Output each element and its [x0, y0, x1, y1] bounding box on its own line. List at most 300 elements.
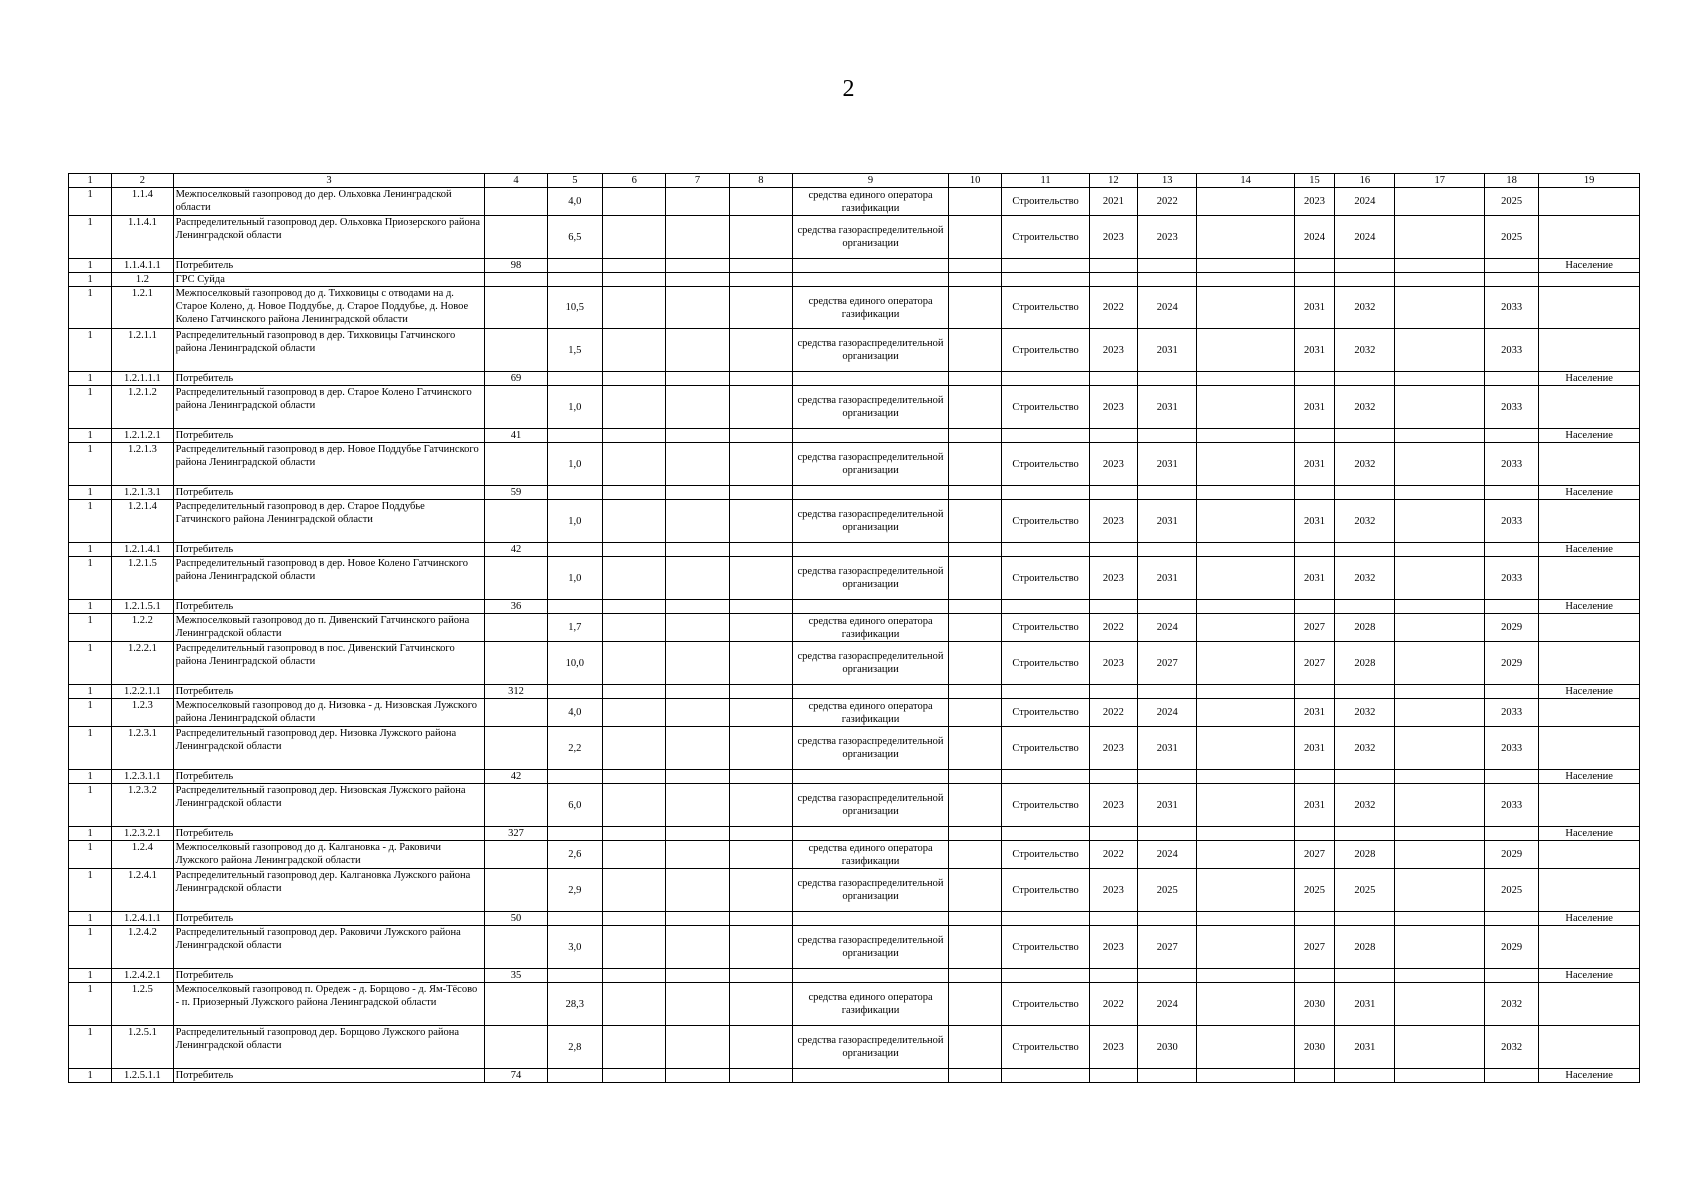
name-cell: Потребитель — [173, 912, 485, 926]
consumer-type-cell: Население — [1539, 372, 1640, 386]
empty-cell — [603, 287, 666, 329]
empty-cell — [948, 1026, 1001, 1069]
consumer-type-cell: Население — [1539, 770, 1640, 784]
year-cell — [1294, 969, 1334, 983]
year-cell: 2032 — [1335, 443, 1395, 486]
year-cell: 2032 — [1335, 287, 1395, 329]
empty-cell — [1395, 543, 1485, 557]
name-cell: Распределительный газопровод в пос. Дивенский Гатчинского района Ленинградской области — [173, 642, 485, 685]
year-cell: 2023 — [1089, 642, 1137, 685]
year-cell: 2023 — [1089, 443, 1137, 486]
empty-cell — [948, 727, 1001, 770]
empty-cell — [603, 869, 666, 912]
code-cell: 1.2.5.1.1 — [112, 1069, 173, 1083]
year-cell — [1138, 543, 1197, 557]
year-cell — [1484, 273, 1538, 287]
work-type-cell — [1002, 770, 1090, 784]
year-cell — [1089, 912, 1137, 926]
code-cell: 1.1.4 — [112, 188, 173, 216]
code-cell: 1.2.5.1 — [112, 1026, 173, 1069]
name-cell: Потребитель — [173, 372, 485, 386]
funding-source-cell — [793, 429, 949, 443]
col-1-cell: 1 — [69, 784, 112, 827]
empty-cell — [666, 841, 729, 869]
work-type-cell — [1002, 827, 1090, 841]
empty-cell — [1197, 699, 1295, 727]
code-cell: 1.2.3 — [112, 699, 173, 727]
year-cell — [1335, 770, 1395, 784]
work-type-cell: Строительство — [1002, 784, 1090, 827]
year-cell — [1294, 273, 1334, 287]
name-cell: Потребитель — [173, 600, 485, 614]
col-1-cell: 1 — [69, 372, 112, 386]
column-header: 7 — [666, 174, 729, 188]
work-type-cell: Строительство — [1002, 1026, 1090, 1069]
empty-cell — [666, 784, 729, 827]
consumer-count-cell — [485, 188, 547, 216]
consumer-count-cell — [485, 287, 547, 329]
empty-cell — [1197, 869, 1295, 912]
year-cell — [1138, 770, 1197, 784]
empty-cell — [948, 770, 1001, 784]
year-cell: 2022 — [1089, 983, 1137, 1026]
col-1-cell: 1 — [69, 429, 112, 443]
empty-cell — [729, 543, 792, 557]
empty-cell — [666, 727, 729, 770]
name-cell: Потребитель — [173, 969, 485, 983]
empty-cell — [948, 273, 1001, 287]
empty-cell — [603, 216, 666, 259]
code-cell: 1.2.2.1 — [112, 642, 173, 685]
name-cell: Распределительный газопровод в дер. Старое Колено Гатчинского района Ленинградской области — [173, 386, 485, 429]
empty-cell — [948, 188, 1001, 216]
consumer-count-cell — [485, 1026, 547, 1069]
empty-cell — [1197, 1026, 1295, 1069]
year-cell: 2028 — [1335, 642, 1395, 685]
empty-cell — [1395, 1069, 1485, 1083]
consumer-count-cell — [485, 216, 547, 259]
work-type-cell: Строительство — [1002, 869, 1090, 912]
name-cell: Межпоселковый газопровод до д. Калгановка - д. Раковичи Лужского района Ленинградской области — [173, 841, 485, 869]
empty-cell — [666, 969, 729, 983]
work-type-cell: Строительство — [1002, 500, 1090, 543]
year-cell: 2031 — [1294, 500, 1334, 543]
empty-cell — [1197, 329, 1295, 372]
consumer-type-cell — [1539, 386, 1640, 429]
consumer-count-cell — [485, 500, 547, 543]
year-cell: 2033 — [1484, 727, 1538, 770]
funding-source-cell: средства газораспределительной организации — [793, 386, 949, 429]
empty-cell — [1197, 386, 1295, 429]
funding-source-cell — [793, 827, 949, 841]
empty-cell — [729, 287, 792, 329]
empty-cell — [666, 827, 729, 841]
empty-cell — [948, 912, 1001, 926]
empty-cell — [1197, 926, 1295, 969]
code-cell: 1.2.2.1.1 — [112, 685, 173, 699]
year-cell: 2031 — [1294, 727, 1334, 770]
consumer-type-cell — [1539, 443, 1640, 486]
consumer-type-cell — [1539, 500, 1640, 543]
column-header: 1 — [69, 174, 112, 188]
name-cell: Потребитель — [173, 259, 485, 273]
consumer-row — [69, 372, 1640, 386]
year-cell: 2024 — [1335, 188, 1395, 216]
year-cell: 2023 — [1089, 216, 1137, 259]
length-cell: 10,0 — [547, 642, 602, 685]
code-cell: 1.2.4.2.1 — [112, 969, 173, 983]
consumer-count-cell — [485, 699, 547, 727]
funding-source-cell: средства единого оператора газификации — [793, 983, 949, 1026]
year-cell — [1089, 827, 1137, 841]
code-cell: 1.2.1.3.1 — [112, 486, 173, 500]
empty-cell — [1395, 259, 1485, 273]
work-type-cell: Строительство — [1002, 329, 1090, 372]
empty-cell — [666, 273, 729, 287]
year-cell: 2030 — [1138, 1026, 1197, 1069]
year-cell: 2024 — [1138, 983, 1197, 1026]
empty-cell — [948, 329, 1001, 372]
consumer-count-cell — [485, 329, 547, 372]
consumer-count-cell: 327 — [485, 827, 547, 841]
year-cell: 2033 — [1484, 386, 1538, 429]
consumer-type-cell — [1539, 329, 1640, 372]
empty-cell — [666, 869, 729, 912]
consumer-count-cell — [485, 841, 547, 869]
name-cell: Распределительный газопровод в дер. Тихковицы Гатчинского района Ленинградской области — [173, 329, 485, 372]
year-cell — [1294, 429, 1334, 443]
year-cell: 2032 — [1335, 329, 1395, 372]
name-cell: Распределительный газопровод дер. Калгановка Лужского района Ленинградской области — [173, 869, 485, 912]
empty-cell — [1197, 443, 1295, 486]
pipeline-row — [69, 699, 1640, 727]
funding-source-cell — [793, 770, 949, 784]
empty-cell — [1197, 216, 1295, 259]
empty-cell — [729, 642, 792, 685]
year-cell: 2033 — [1484, 784, 1538, 827]
column-header: 17 — [1395, 174, 1485, 188]
empty-cell — [1197, 259, 1295, 273]
empty-cell — [948, 926, 1001, 969]
funding-source-cell: средства газораспределительной организации — [793, 443, 949, 486]
code-cell: 1.2.3.2 — [112, 784, 173, 827]
year-cell — [1089, 969, 1137, 983]
year-cell — [1335, 912, 1395, 926]
empty-cell — [1395, 827, 1485, 841]
col-1-cell: 1 — [69, 543, 112, 557]
empty-cell — [666, 614, 729, 642]
column-header: 8 — [729, 174, 792, 188]
empty-cell — [1197, 614, 1295, 642]
work-type-cell — [1002, 273, 1090, 287]
year-cell — [1484, 969, 1538, 983]
empty-cell — [1395, 770, 1485, 784]
empty-cell — [603, 614, 666, 642]
empty-cell — [603, 912, 666, 926]
funding-source-cell: средства газораспределительной организации — [793, 216, 949, 259]
work-type-cell: Строительство — [1002, 386, 1090, 429]
year-cell — [1335, 685, 1395, 699]
work-type-cell — [1002, 912, 1090, 926]
year-cell: 2031 — [1138, 500, 1197, 543]
empty-cell — [603, 699, 666, 727]
year-cell — [1294, 1069, 1334, 1083]
year-cell: 2028 — [1335, 614, 1395, 642]
empty-cell — [1395, 329, 1485, 372]
empty-cell — [729, 429, 792, 443]
col-1-cell: 1 — [69, 1026, 112, 1069]
name-cell: Распределительный газопровод в дер. Новое Колено Гатчинского района Ленинградской области — [173, 557, 485, 600]
gas-pipeline-table — [68, 173, 1640, 1083]
table-body — [69, 188, 1640, 1083]
empty-cell — [666, 372, 729, 386]
year-cell: 2031 — [1294, 557, 1334, 600]
year-cell — [1294, 600, 1334, 614]
funding-source-cell: средства газораспределительной организации — [793, 869, 949, 912]
empty-cell — [666, 699, 729, 727]
name-cell: Распределительный газопровод дер. Раковичи Лужского района Ленинградской области — [173, 926, 485, 969]
consumer-type-cell — [1539, 983, 1640, 1026]
consumer-count-cell — [485, 273, 547, 287]
empty-cell — [729, 727, 792, 770]
length-cell — [547, 1069, 602, 1083]
year-cell: 2023 — [1089, 500, 1137, 543]
year-cell — [1294, 486, 1334, 500]
year-cell — [1484, 486, 1538, 500]
year-cell — [1138, 273, 1197, 287]
consumer-type-cell — [1539, 188, 1640, 216]
funding-source-cell — [793, 372, 949, 386]
length-cell — [547, 273, 602, 287]
col-1-cell: 1 — [69, 216, 112, 259]
col-1-cell: 1 — [69, 329, 112, 372]
year-cell — [1138, 486, 1197, 500]
empty-cell — [1395, 273, 1485, 287]
consumer-count-cell — [485, 784, 547, 827]
empty-cell — [729, 926, 792, 969]
empty-cell — [1197, 500, 1295, 543]
empty-cell — [603, 429, 666, 443]
consumer-type-cell: Население — [1539, 912, 1640, 926]
col-1-cell: 1 — [69, 685, 112, 699]
empty-cell — [603, 329, 666, 372]
column-header: 18 — [1484, 174, 1538, 188]
empty-cell — [1395, 869, 1485, 912]
empty-cell — [948, 486, 1001, 500]
funding-source-cell — [793, 486, 949, 500]
year-cell: 2030 — [1294, 1026, 1334, 1069]
year-cell: 2023 — [1089, 386, 1137, 429]
empty-cell — [729, 1026, 792, 1069]
empty-cell — [1197, 642, 1295, 685]
consumer-type-cell: Население — [1539, 827, 1640, 841]
empty-cell — [729, 912, 792, 926]
empty-cell — [948, 685, 1001, 699]
year-cell — [1138, 969, 1197, 983]
empty-cell — [603, 969, 666, 983]
length-cell: 4,0 — [547, 699, 602, 727]
consumer-count-cell — [485, 557, 547, 600]
funding-source-cell: средства газораспределительной организации — [793, 784, 949, 827]
empty-cell — [666, 329, 729, 372]
col-1-cell: 1 — [69, 273, 112, 287]
empty-cell — [948, 372, 1001, 386]
empty-cell — [666, 287, 729, 329]
year-cell: 2023 — [1089, 926, 1137, 969]
consumer-type-cell — [1539, 869, 1640, 912]
year-cell: 2023 — [1138, 216, 1197, 259]
year-cell: 2023 — [1089, 727, 1137, 770]
consumer-type-cell — [1539, 287, 1640, 329]
name-cell: Потребитель — [173, 685, 485, 699]
name-cell: Потребитель — [173, 429, 485, 443]
year-cell: 2023 — [1294, 188, 1334, 216]
pipeline-row — [69, 500, 1640, 543]
consumer-type-cell: Население — [1539, 685, 1640, 699]
empty-cell — [948, 699, 1001, 727]
consumer-type-cell: Население — [1539, 1069, 1640, 1083]
code-cell: 1.2.1.5.1 — [112, 600, 173, 614]
pipeline-row — [69, 1026, 1640, 1069]
empty-cell — [1395, 386, 1485, 429]
year-cell: 2024 — [1138, 841, 1197, 869]
empty-cell — [729, 770, 792, 784]
length-cell — [547, 372, 602, 386]
year-cell — [1335, 486, 1395, 500]
year-cell — [1089, 273, 1137, 287]
empty-cell — [1395, 216, 1485, 259]
code-cell: 1.2.4.1 — [112, 869, 173, 912]
year-cell: 2027 — [1294, 841, 1334, 869]
empty-cell — [1395, 486, 1485, 500]
year-cell — [1484, 543, 1538, 557]
year-cell: 2028 — [1335, 926, 1395, 969]
empty-cell — [603, 841, 666, 869]
year-cell — [1089, 685, 1137, 699]
consumer-type-cell — [1539, 273, 1640, 287]
empty-cell — [1197, 685, 1295, 699]
year-cell: 2024 — [1138, 287, 1197, 329]
pipeline-row — [69, 386, 1640, 429]
work-type-cell: Строительство — [1002, 926, 1090, 969]
work-type-cell: Строительство — [1002, 443, 1090, 486]
col-1-cell: 1 — [69, 557, 112, 600]
work-type-cell — [1002, 259, 1090, 273]
length-cell: 1,5 — [547, 329, 602, 372]
year-cell — [1089, 1069, 1137, 1083]
col-1-cell: 1 — [69, 386, 112, 429]
length-cell — [547, 543, 602, 557]
year-cell — [1484, 770, 1538, 784]
empty-cell — [729, 841, 792, 869]
empty-cell — [948, 557, 1001, 600]
consumer-row — [69, 486, 1640, 500]
code-cell: 1.2.1 — [112, 287, 173, 329]
column-header: 13 — [1138, 174, 1197, 188]
column-header: 5 — [547, 174, 602, 188]
year-cell — [1294, 912, 1334, 926]
empty-cell — [1197, 372, 1295, 386]
year-cell: 2029 — [1484, 614, 1538, 642]
work-type-cell — [1002, 372, 1090, 386]
empty-cell — [666, 642, 729, 685]
empty-cell — [1395, 443, 1485, 486]
length-cell — [547, 259, 602, 273]
empty-cell — [729, 784, 792, 827]
name-cell: Межпоселковый газопровод до д. Низовка - д. Низовская Лужского района Ленинградской области — [173, 699, 485, 727]
col-1-cell: 1 — [69, 841, 112, 869]
year-cell: 2024 — [1138, 614, 1197, 642]
year-cell: 2024 — [1335, 216, 1395, 259]
column-header: 3 — [173, 174, 485, 188]
year-cell — [1138, 827, 1197, 841]
code-cell: 1.2.1.5 — [112, 557, 173, 600]
consumer-count-cell — [485, 983, 547, 1026]
name-cell: Потребитель — [173, 486, 485, 500]
empty-cell — [603, 600, 666, 614]
col-1-cell: 1 — [69, 614, 112, 642]
year-cell: 2027 — [1138, 642, 1197, 685]
length-cell: 1,7 — [547, 614, 602, 642]
name-cell: Распределительный газопровод в дер. Новое Поддубье Гатчинского района Ленинградской области — [173, 443, 485, 486]
column-header: 12 — [1089, 174, 1137, 188]
year-cell — [1484, 685, 1538, 699]
code-cell: 1.2.1.3 — [112, 443, 173, 486]
year-cell — [1335, 372, 1395, 386]
code-cell: 1.2.1.2.1 — [112, 429, 173, 443]
name-cell: Распределительный газопровод дер. Ольховка Приозерского района Ленинградской области — [173, 216, 485, 259]
empty-cell — [1197, 287, 1295, 329]
length-cell: 2,8 — [547, 1026, 602, 1069]
empty-cell — [1395, 727, 1485, 770]
empty-cell — [603, 727, 666, 770]
length-cell: 10,5 — [547, 287, 602, 329]
column-header: 6 — [603, 174, 666, 188]
empty-cell — [948, 600, 1001, 614]
consumer-count-cell: 74 — [485, 1069, 547, 1083]
length-cell: 3,0 — [547, 926, 602, 969]
code-cell: 1.2.4.1.1 — [112, 912, 173, 926]
pipeline-row — [69, 642, 1640, 685]
column-header: 9 — [793, 174, 949, 188]
year-cell — [1335, 543, 1395, 557]
col-1-cell: 1 — [69, 1069, 112, 1083]
empty-cell — [948, 614, 1001, 642]
empty-cell — [948, 983, 1001, 1026]
consumer-type-cell: Население — [1539, 429, 1640, 443]
funding-source-cell: средства газораспределительной организации — [793, 642, 949, 685]
empty-cell — [1395, 969, 1485, 983]
empty-cell — [1395, 372, 1485, 386]
funding-source-cell — [793, 600, 949, 614]
year-cell — [1138, 372, 1197, 386]
empty-cell — [1395, 614, 1485, 642]
empty-cell — [729, 969, 792, 983]
section-row — [69, 273, 1640, 287]
empty-cell — [666, 685, 729, 699]
year-cell: 2032 — [1335, 386, 1395, 429]
empty-cell — [729, 188, 792, 216]
name-cell: Распределительный газопровод дер. Низовская Лужского района Ленинградской области — [173, 784, 485, 827]
year-cell: 2033 — [1484, 287, 1538, 329]
year-cell — [1089, 372, 1137, 386]
length-cell: 2,6 — [547, 841, 602, 869]
consumer-count-cell: 98 — [485, 259, 547, 273]
col-1-cell: 1 — [69, 926, 112, 969]
empty-cell — [603, 1026, 666, 1069]
empty-cell — [603, 770, 666, 784]
consumer-type-cell — [1539, 841, 1640, 869]
